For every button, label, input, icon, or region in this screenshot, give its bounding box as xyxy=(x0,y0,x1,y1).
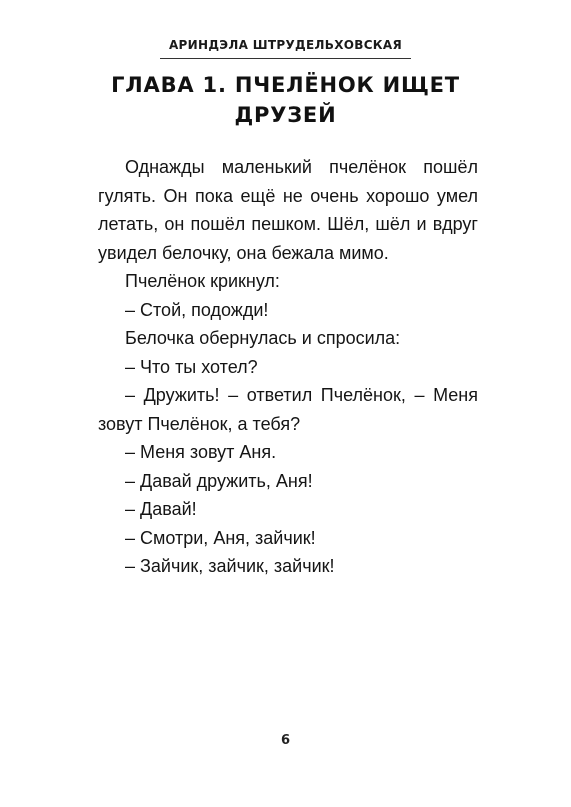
paragraph: – Что ты хотел? xyxy=(125,356,258,377)
paragraph: Однажды маленький пчелёнок пошёл гулять. Он пока ещё не очень хорошо умел летать, он пошёл пешком. Шёл, шёл и вдруг увидел белочку, она бежала мимо. xyxy=(98,157,478,263)
paragraph: – Меня зовут Аня. xyxy=(125,442,277,462)
page-number: 6 xyxy=(280,733,291,748)
chapter-title-line-2: ДРУЗЕЙ xyxy=(234,103,337,127)
paragraph: – Дружить! – ответил Пчелёнок, – Меня зовут Пчелёнок, а тебя? xyxy=(98,385,478,434)
paragraph: – Давай! xyxy=(125,499,197,519)
paragraph: – Давай дружить, Аня! xyxy=(125,470,313,491)
paragraph: – Зайчик, зайчик, зайчик! xyxy=(125,556,335,576)
paragraph: – Стой, подожди! xyxy=(125,299,269,320)
chapter-title-line-1: ГЛАВА 1. ПЧЕЛЁНОК ИЩЕТ xyxy=(111,73,460,97)
paragraph: Пчелёнок крикнул: xyxy=(125,271,280,291)
body-text xyxy=(98,153,478,581)
paragraph: Белочка обернулась и спросила: xyxy=(125,328,401,348)
paragraph: – Смотри, Аня, зайчик! xyxy=(125,527,316,548)
running-head-rule xyxy=(160,58,411,59)
chapter-title xyxy=(60,70,511,130)
running-head: АРИНДЭЛА ШТРУДЕЛЬХОВСКАЯ xyxy=(168,38,403,52)
